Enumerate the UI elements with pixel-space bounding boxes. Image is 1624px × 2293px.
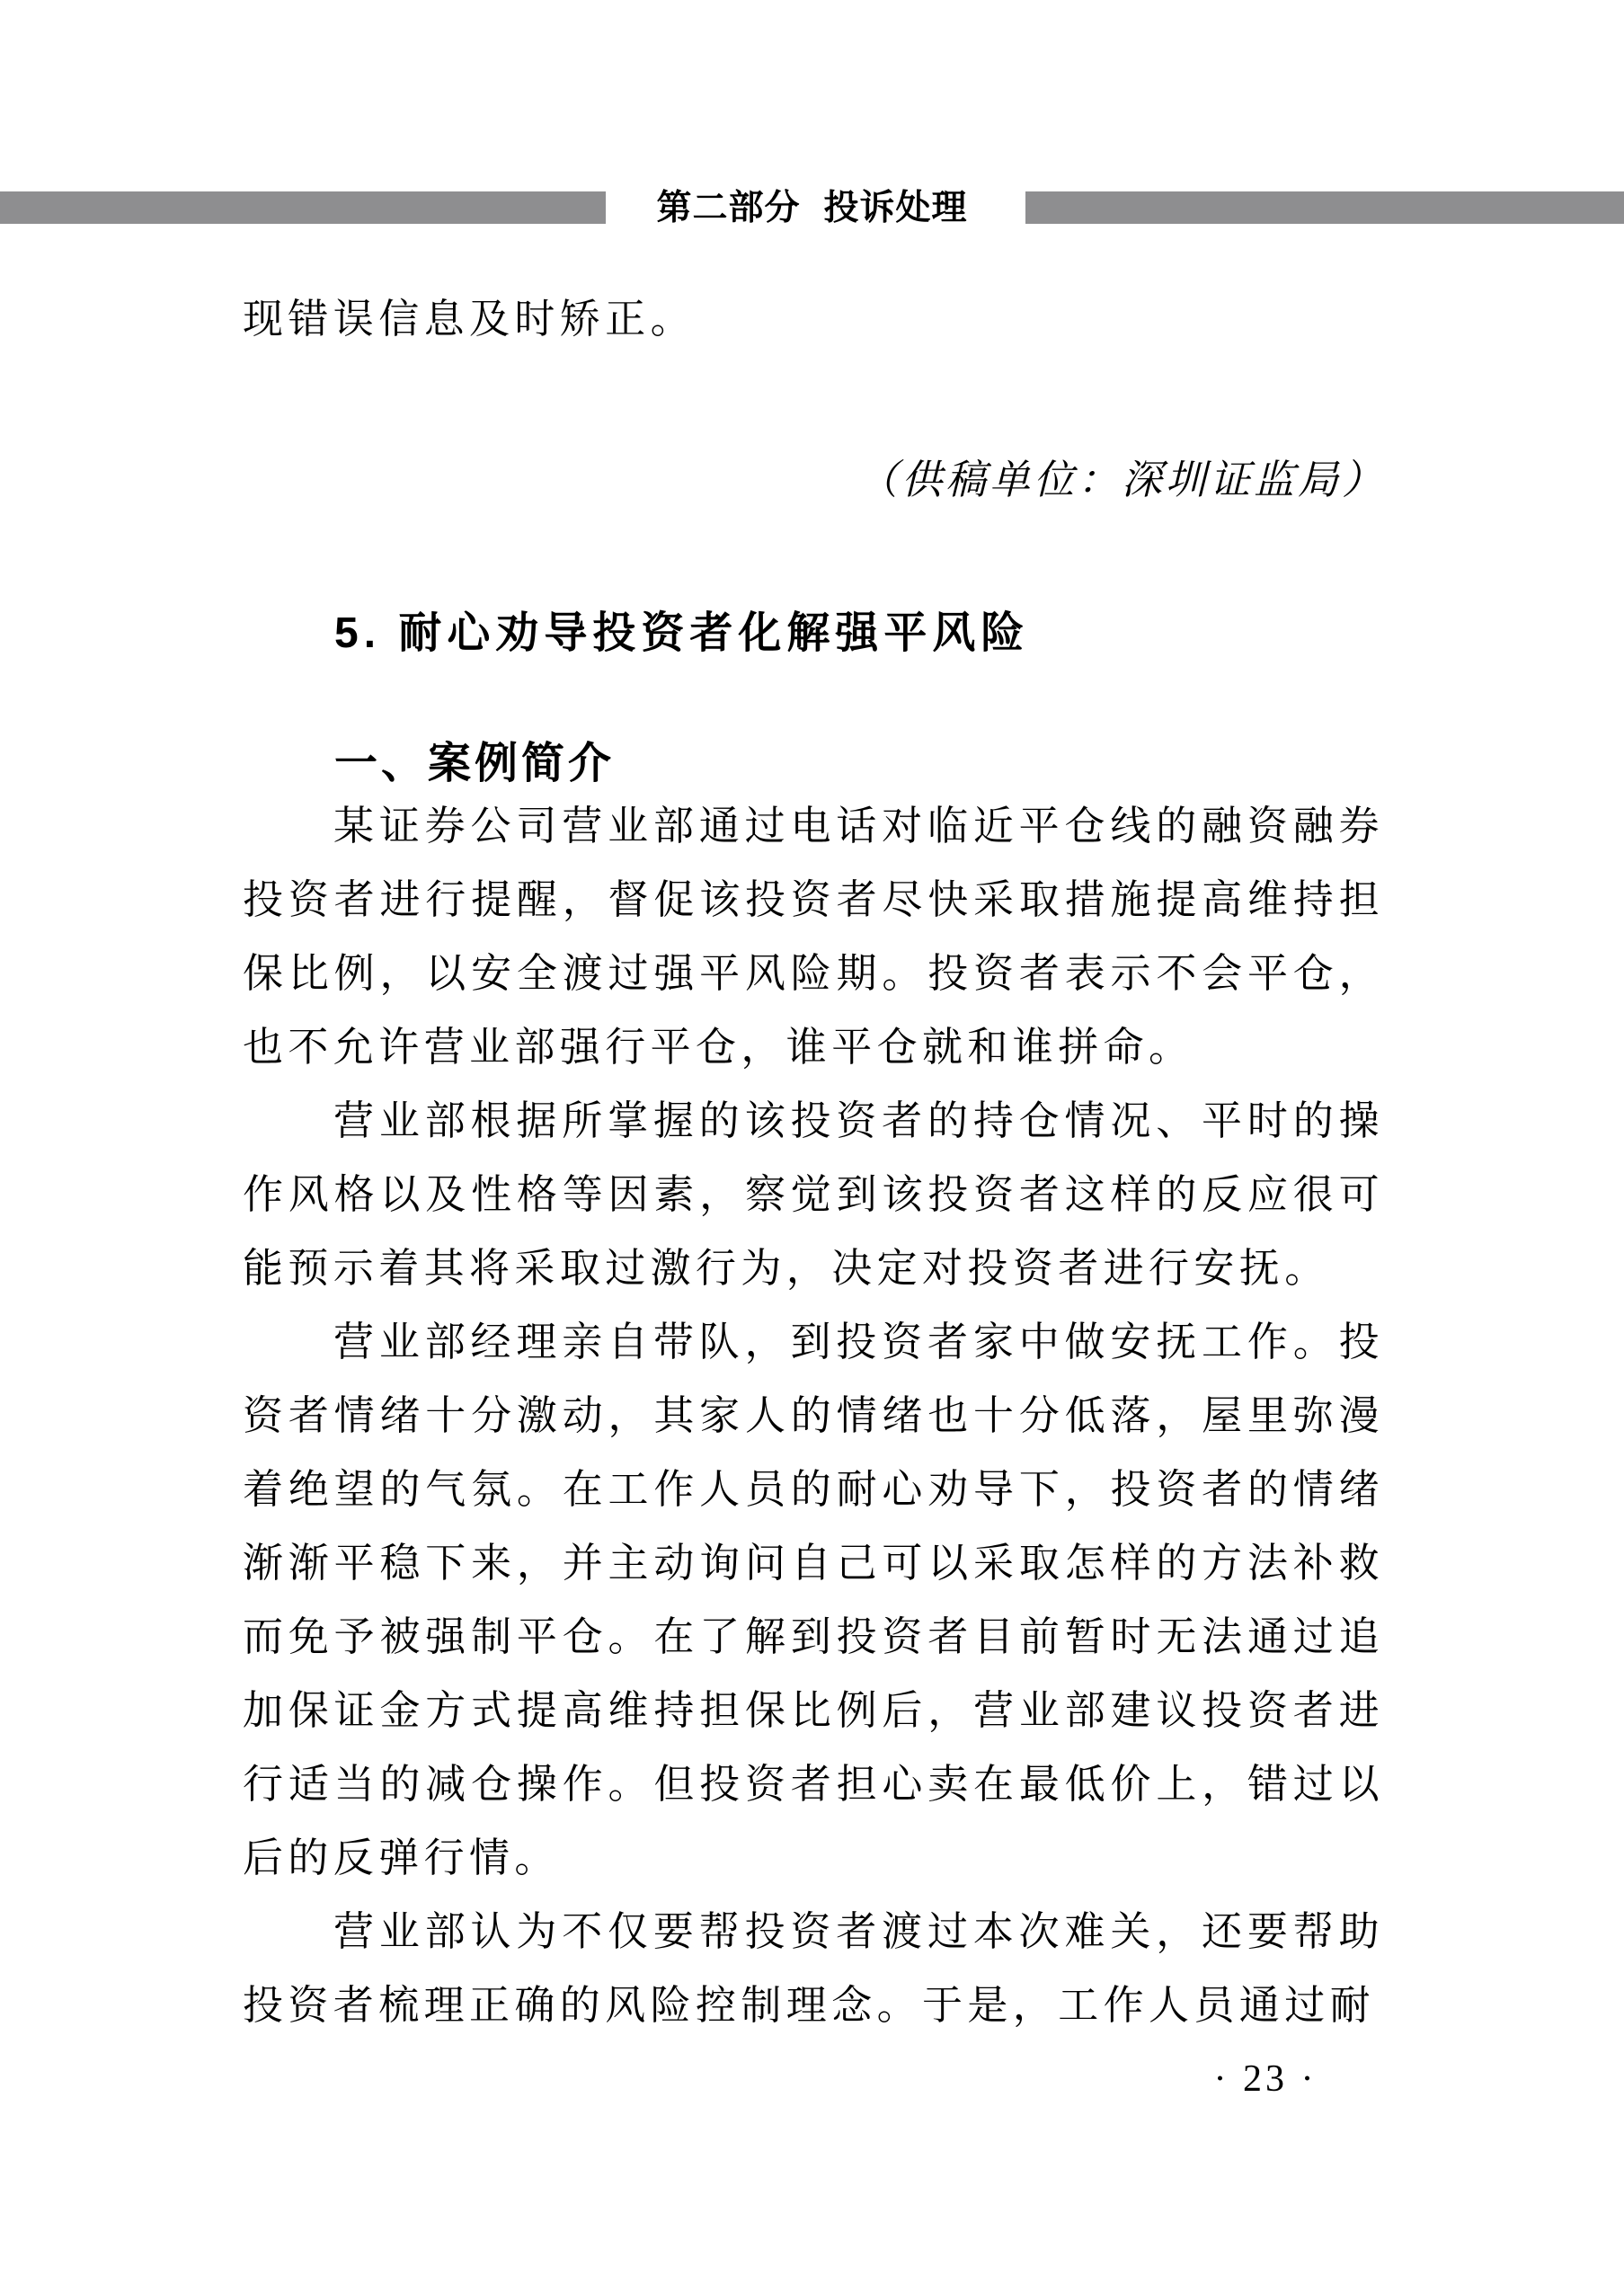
running-header: [0, 191, 1624, 227]
running-header-part: 第二部分: [656, 189, 801, 227]
body-paragraph: 营业部根据所掌握的该投资者的持仓情况、平时的操作风格以及性格等因素，察觉到该投资者这样的反应很可能预示着其将采取过激行为，决定对投资者进行安抚。: [243, 1098, 1384, 1291]
body-paragraph: 营业部经理亲自带队，到投资者家中做安抚工作。投资者情绪十分激动，其家人的情绪也十分低落，屋里弥漫着绝望的气氛。在工作人员的耐心劝导下，投资者的情绪渐渐平稳下来，并主动询问自己可以采取怎样的方法补救而免予被强制平仓。在了解到投资者目前暂时无法通过追加保证金方式提高维持担保比例后，营业部建议投资者进行适当的减仓操作。但投资者担心卖在最低价上，错过以后的反弹行情。: [243, 1320, 1384, 1880]
sub-heading: 一、案例简介: [334, 740, 616, 787]
case-heading: 5. 耐心劝导投资者化解强平风险: [334, 609, 1030, 657]
body-text: [243, 789, 1384, 2042]
intro-paragraph-end: 现错误信息及时矫正。: [243, 297, 697, 342]
body-paragraph: 某证券公司营业部通过电话对临近平仓线的融资融券投资者进行提醒，督促该投资者尽快采取措施提高维持担保比例，以安全渡过强平风险期。投资者表示不会平仓，也不允许营业部强行平仓，谁平仓就和谁拼命。: [243, 804, 1384, 1070]
page-number: · 23 ·: [1213, 2058, 1318, 2100]
running-header-title: 投诉处理: [823, 189, 968, 227]
body-paragraph: 营业部认为不仅要帮投资者渡过本次难关，还要帮助投资者梳理正确的风险控制理念。于是，工作人员通过耐: [243, 1909, 1384, 2028]
attribution-line: （供稿单位：深圳证监局）: [856, 458, 1386, 502]
